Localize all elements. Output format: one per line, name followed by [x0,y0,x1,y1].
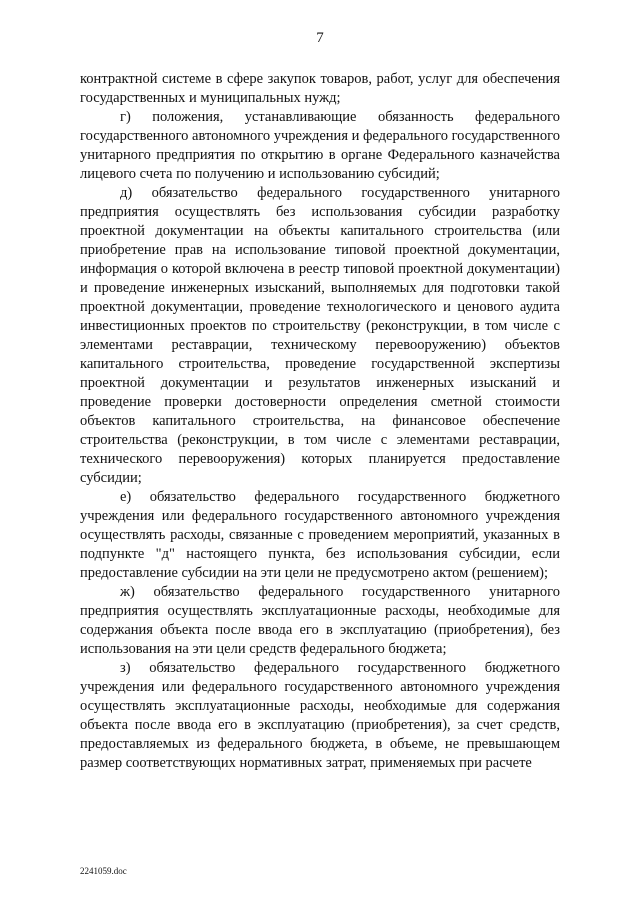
paragraph-d: д) обязательство федерального государственного унитарного предприятия осуществлять без использования субсидии разработку проектной документации на объекты капитального строительства (или приобретение прав на использование типовой проектной документации, информация о которой включена в реестр типовой проектной документации) и проведение инженерных изысканий, выполняемых для подготовки такой проектной документации, проведение технологического и ценового аудита инвестиционных проектов по строительству (реконструкции, в том числе с элементами реставрации, техническому перевооружению) объектов капитального строительства, проведение государственной экспертизы проектной документации и результатов инженерных изысканий и проведение проверки достоверности определения сметной стоимости объектов капитального строительства, на финансовое обеспечение строительства (реконструкции, в том числе с элементами реставрации, технического перевооружения) которых планируется предоставление субсидии; [80,185,560,486]
footer-filename: 2241059.doc [80,866,127,876]
document-body [80,70,560,773]
paragraph-g: г) положения, устанавливающие обязанность федерального государственного автономного учреждения и федерального государственного унитарного предприятия по открытию в органе Федерального казначейства лицевого счета по получению и использованию субсидий; [80,109,561,182]
paragraph-continuation: контрактной системе в сфере закупок товаров, работ, услуг для обеспечения государственных и муниципальных нужд; [80,71,560,106]
paragraph-z: з) обязательство федерального государственного бюджетного учреждения или федерального государственного автономного учреждения осуществлять эксплуатационные расходы, необходимые для содержания объекта после ввода его в эксплуатацию (приобретения), за счет средств, предоставляемых из федерального бюджета, в объеме, не превышающем размер соответствующих нормативных затрат, применяемых при расчете [80,660,560,771]
paragraph-e: е) обязательство федерального государственного бюджетного учреждения или федерального государственного автономного учреждения осуществлять расходы, связанные с проведением мероприятий, указанных в подпункте "д" настоящего пункта, без использования субсидии, если предоставление субсидии на эти цели не предусмотрено актом (решением); [80,489,560,581]
paragraph-zh: ж) обязательство федерального государственного унитарного предприятия осуществлять эксплуатационные расходы, необходимые для содержания объекта после ввода его в эксплуатацию (приобретения), без использования на эти цели средств федерального бюджета; [80,584,560,657]
page-number: 7 [316,30,324,46]
